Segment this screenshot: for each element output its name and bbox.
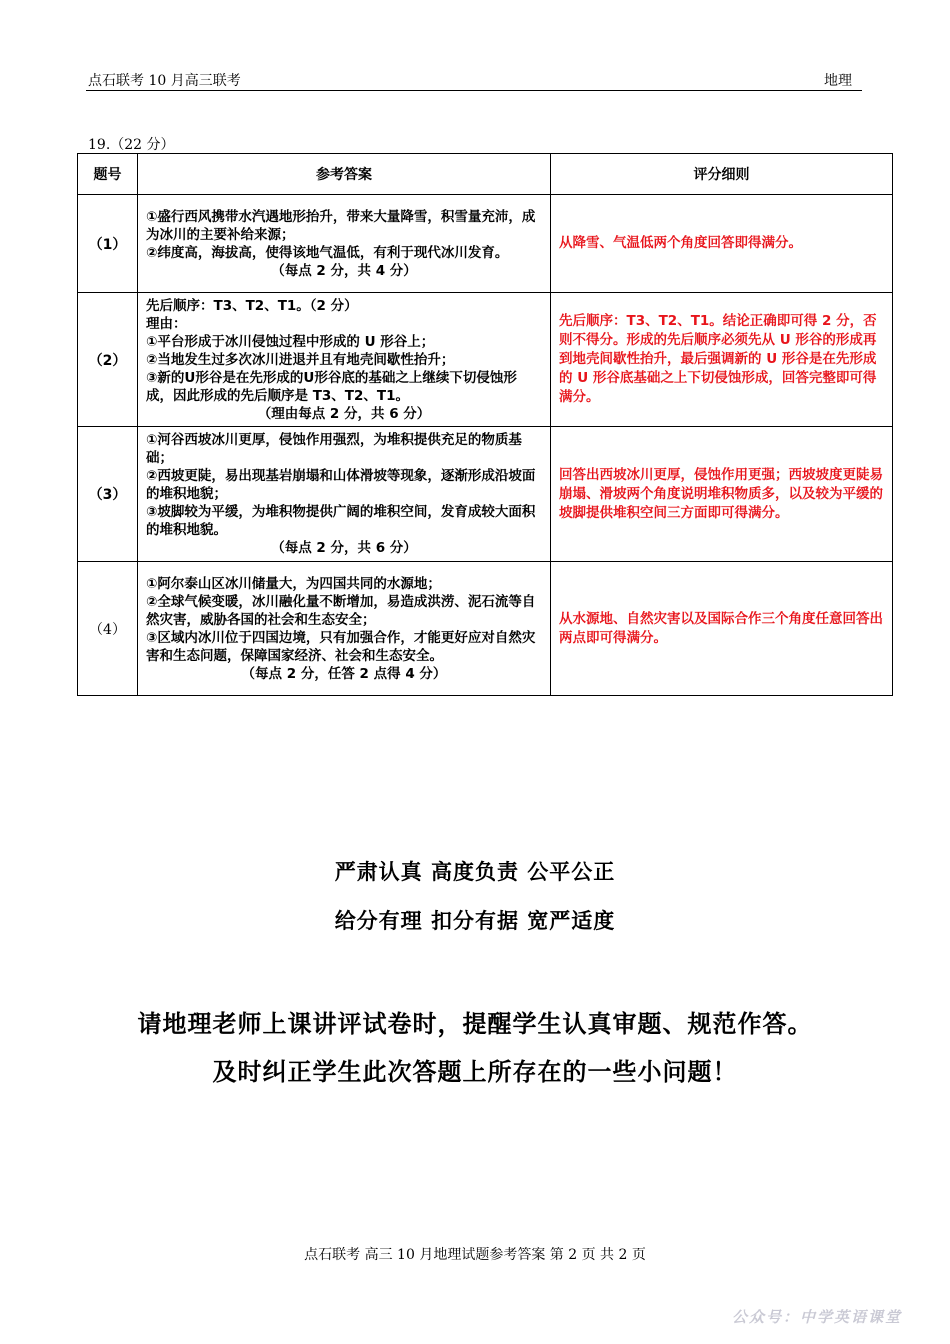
motto-line: 给分有理 扣分有据 宽严适度 — [334, 909, 616, 933]
answer-line: ①阿尔泰山区冰川储量大，为四国共同的水源地； — [146, 575, 441, 592]
row-number: （2） — [78, 293, 138, 427]
question-title: 19.（22 分） — [88, 137, 175, 153]
answer-score: （每点 2 分，共 4 分） — [271, 262, 417, 279]
answer-line: 理由： — [146, 315, 187, 332]
answer-table — [77, 153, 893, 696]
answer-line: ②全球气候变暖，冰川融化量不断增加，易造成洪涝、泥石流等自然灾害，威胁各国的社会和生态安全； — [146, 593, 536, 628]
header-exam-name: 点石联考 10 月高三联考 — [88, 73, 241, 89]
row-number: （3） — [78, 427, 138, 562]
table-header-row — [78, 154, 893, 195]
notice-line: 请地理老师上课讲评试卷时，提醒学生认真审题、规范作答。 — [137, 1010, 813, 1038]
row-rule: 回答出西坡冰川更厚，侵蚀作用更强；西坡坡度更陡易崩塌、滑坡两个角度说明堆积物质多，以及较为平缓的坡脚提供堆积空间三方面即可得满分。 — [551, 427, 893, 562]
answer-score: （每点 2 分，共 6 分） — [271, 540, 417, 556]
header-subject: 地理 — [824, 73, 852, 89]
answer-line: ②当地发生过多次冰川进退并且有地壳间歇性抬升； — [146, 351, 455, 368]
row-rule: 先后顺序：T3、T2、T1。结论正确即可得 2 分，否则不得分。形成的先后顺序必须先从 U 形谷的形成再到地壳间歇性抬升，最后强调新的 U 形谷是在先形成的 U 形谷底基础之上下切侵蚀形成，回答完整即可得满分。 — [551, 293, 893, 427]
header-divider — [86, 90, 862, 91]
answer-line: ③区域内冰川位于四国边境，只有加强合作，才能更好应对自然灾害和生态问题，保障国家经济、社会和生态安全。 — [146, 629, 536, 664]
answer-line: ②纬度高，海拔高，使得该地气温低，有利于现代冰川发育。 — [146, 244, 509, 261]
row-rule: 从降雪、气温低两个角度回答即得满分。 — [551, 195, 893, 293]
notice-line: 及时纠正学生此次答题上所存在的一些小问题！ — [212, 1058, 738, 1086]
row-answer — [138, 293, 551, 427]
header-number: 题号 — [78, 154, 138, 195]
row-answer — [138, 195, 551, 293]
answer-line: ①河谷西坡冰川更厚，侵蚀作用强烈，为堆积提供充足的物质基础； — [146, 432, 522, 466]
answer-line: ③坡脚较为平缓，为堆积物提供广阔的堆积空间，发育成较大面积的堆积地貌。 — [146, 504, 536, 538]
table-row — [78, 195, 893, 293]
watermark: 公众号：中学英语课堂 — [731, 1308, 902, 1326]
header-answer: 参考答案 — [138, 154, 551, 195]
row-answer — [138, 562, 551, 696]
table-row — [78, 562, 893, 696]
motto-line: 严肃认真 高度负责 公平公正 — [334, 860, 616, 884]
row-number: （1） — [78, 195, 138, 293]
answer-score: （理由每点 2 分，共 6 分） — [257, 405, 431, 422]
answer-line: ③新的U形谷是在先形成的U形谷底的基础之上继续下切侵蚀形成，因此形成的先后顺序是 T3、T2、T1。 — [146, 369, 517, 404]
row-number: （4） — [78, 562, 138, 696]
table-row — [78, 427, 893, 562]
answer-line: ①平台形成于冰川侵蚀过程中形成的 U 形谷上； — [146, 333, 435, 350]
answer-line: ②西坡更陡，易出现基岩崩塌和山体滑坡等现象，逐渐形成沿坡面的堆积地貌； — [146, 468, 536, 502]
answer-line: ①盛行西风携带水汽遇地形抬升，带来大量降雪，积雪量充沛，成为冰川的主要补给来源； — [146, 208, 536, 243]
page-footer: 点石联考 高三 10 月地理试题参考答案 第 2 页 共 2 页 — [304, 1247, 646, 1263]
row-rule: 从水源地、自然灾害以及国际合作三个角度任意回答出两点即可得满分。 — [551, 562, 893, 696]
header-rule: 评分细则 — [551, 154, 893, 195]
answer-score: （每点 2 分，任答 2 点得 4 分） — [241, 665, 447, 682]
row-answer — [138, 427, 551, 562]
table-row — [78, 293, 893, 427]
answer-line: 先后顺序：T3、T2、T1。（2 分） — [146, 297, 358, 314]
